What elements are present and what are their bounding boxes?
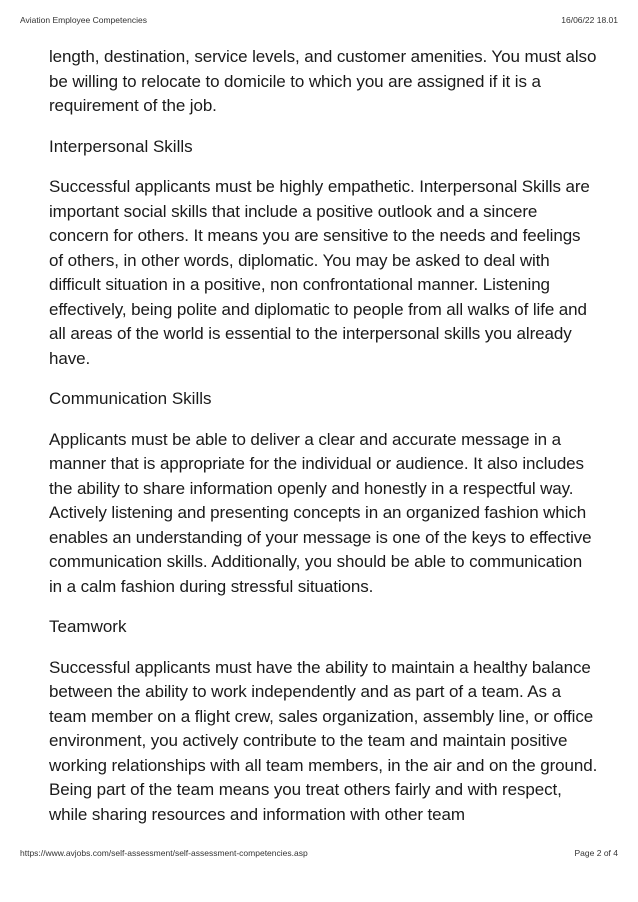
print-header	[20, 15, 618, 25]
section-body-communication-skills: Applicants must be able to deliver a clear and accurate message in a manner that is appropriate for the individual or audience. It also includes the ability to share information openly and honestly in a respectful way. Actively listening and presenting concepts in an organized fashion which enables an understanding of your message is one of the keys to effective communication skills. Additionally, you should be able to communication in a calm fashion during stressful situations.	[49, 429, 592, 596]
print-timestamp: 16/06/22 18.01	[561, 15, 618, 25]
intro-paragraph-tail: length, destination, service levels, and customer amenities. You must also be willing to relocate to domicile to which you are assigned if it is a requirement of the job.	[49, 47, 597, 115]
page-url: https://www.avjobs.com/self-assessment/self-assessment-competencies.asp	[20, 848, 308, 858]
section-heading-interpersonal-skills: Interpersonal Skills	[49, 136, 193, 156]
print-footer	[20, 848, 618, 858]
section-heading-teamwork: Teamwork	[49, 617, 127, 636]
article-content	[49, 45, 599, 827]
page-number: Page 2 of 4	[574, 848, 618, 858]
section-body-interpersonal-skills: Successful applicants must be highly empathetic. Interpersonal Skills are important social skills that include a positive outlook and a sincere concern for others. It means you are sensitive to the needs and feelings of others, in other words, diplomatic. You may be asked to deal with difficult situation in a positive, non confrontational manner. Listening effectively, being polite and diplomatic to people from all walks of life and all areas of the world is essential to the interpersonal skills you already have.	[49, 177, 590, 368]
section-heading-communication-skills: Communication Skills	[49, 389, 212, 408]
document-title: Aviation Employee Competencies	[20, 15, 147, 25]
section-body-teamwork: Successful applicants must have the ability to maintain a healthy balance between the ability to work independently and as part of a team. As a team member on a flight crew, sales organization, assembly line, or office environment, you actively contribute to the team and maintain positive working relationships with all team members, in the air and on the ground. Being part of the team means you treat others fairly and with respect, while sharing resources and information with other team	[49, 657, 598, 824]
